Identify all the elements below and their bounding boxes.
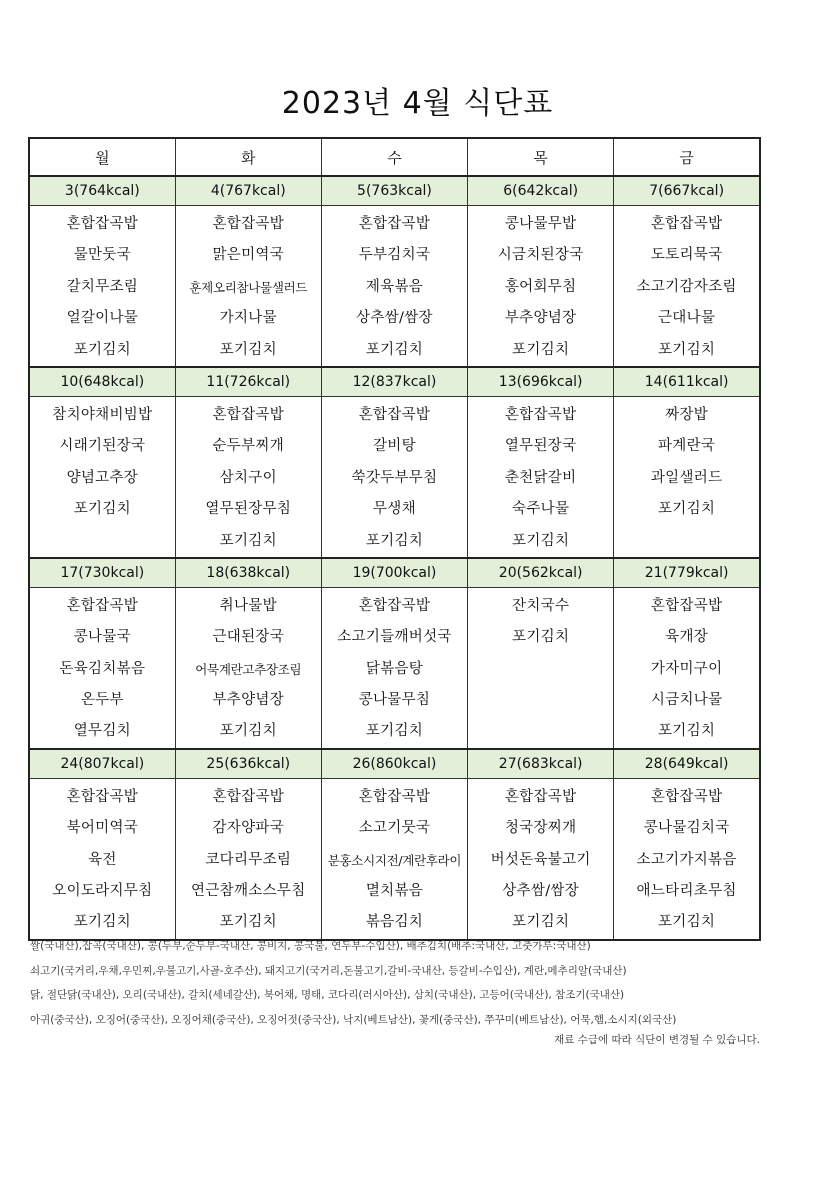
date-kcal-cell: 14(611kcal) [614, 367, 760, 397]
dish-item: 파계란국 [658, 438, 716, 455]
day-menu-cell [468, 396, 614, 557]
menu-row [29, 396, 760, 557]
dish-item: 포기김치 [365, 341, 424, 358]
weekday-header-row [29, 138, 760, 176]
day-menu-cell [29, 778, 175, 939]
dish-item: 볶음김치 [365, 914, 424, 931]
dish-item: 두부김치국 [358, 247, 431, 264]
date-row [29, 176, 760, 206]
date-kcal-cell: 4(767kcal) [175, 176, 321, 206]
dish-item: 연근참깨소스무침 [191, 883, 306, 900]
dish-item: 열무된장무침 [205, 501, 292, 518]
dish-item: 맑은미역국 [212, 247, 285, 264]
dish-item: 청국장찌개 [504, 820, 577, 837]
page-title: 2023년 4월 식단표 [281, 86, 554, 121]
day-menu-cell [614, 206, 760, 367]
dish-item: 도토리묵국 [650, 247, 723, 264]
date-kcal-cell: 3(764kcal) [29, 176, 175, 206]
dish-item: 과일샐러드 [650, 469, 723, 486]
date-kcal-cell: 17(730kcal) [29, 558, 175, 588]
dish-item: 소고기감자조림 [636, 278, 737, 295]
dish-item: 혼합잡곡밥 [504, 788, 577, 805]
dish-item: 오이도라지무침 [52, 883, 153, 900]
day-menu-cell [321, 587, 467, 748]
dish-item: 포기김치 [512, 341, 570, 358]
dish-item: 콩나물무밥 [504, 216, 577, 232]
weekday-header-mon: 월 [29, 138, 175, 176]
day-menu-cell [468, 206, 614, 367]
date-kcal-cell: 21(779kcal) [614, 558, 760, 588]
dish-item: 포기김치 [658, 723, 716, 740]
date-kcal-cell: 7(667kcal) [614, 176, 760, 206]
date-kcal-cell: 19(700kcal) [321, 558, 467, 588]
dish-item: 혼합잡곡밥 [358, 788, 431, 805]
dish-item: 소고기들깨버섯국 [337, 629, 452, 646]
dish-item: 가지나물 [219, 310, 277, 327]
day-menu-cell [29, 587, 175, 748]
menu-change-notice: 재료 수급에 따라 식단이 변경될 수 있습니다. [554, 1034, 760, 1046]
dish-item: 무생채 [373, 501, 416, 518]
dish-item: 시래기된장국 [59, 438, 146, 455]
dish-item: 콩나물무침 [358, 692, 431, 709]
dish-item [30, 526, 175, 557]
dish-item: 콩나물김치국 [643, 820, 730, 837]
dish-item: 혼합잡곡밥 [66, 216, 139, 232]
dish-item: 육전 [88, 851, 117, 868]
dish-item: 홍어회무침 [504, 278, 577, 295]
dish-item: 포기김치 [365, 723, 424, 740]
dish-item: 혼합잡곡밥 [212, 788, 285, 805]
dish-item: 혼합잡곡밥 [358, 597, 431, 614]
dish-item: 참치야채비빔밥 [52, 406, 153, 423]
origin-line: 닭, 절단닭(국내산), 오리(국내산), 갈치(세네갈산), 북어채, 명태, 코다리(러시아산), 삼치(국내산), 고등어(국내산), 참조기(국내산) [30, 989, 625, 1002]
date-kcal-cell: 25(636kcal) [175, 749, 321, 779]
dish-item: 부추양념장 [212, 692, 285, 709]
dish-item: 포기김치 [73, 914, 131, 931]
dish-item: 포기김치 [512, 914, 570, 931]
dish-item: 콩나물국 [73, 629, 131, 646]
dish-item: 갈비탕 [373, 438, 416, 455]
menu-table [28, 137, 761, 941]
dish-item [614, 526, 759, 557]
day-menu-cell [321, 206, 467, 367]
dish-item: 포기김치 [658, 501, 716, 518]
dish-item: 혼합잡곡밥 [66, 788, 139, 805]
date-kcal-cell: 28(649kcal) [614, 749, 760, 779]
dish-item: 포기김치 [73, 501, 131, 518]
dish-item: 짜장밥 [665, 406, 709, 423]
dish-item [468, 654, 613, 685]
dish-item: 포기김치 [365, 532, 424, 549]
dish-item: 포기김치 [219, 341, 277, 358]
weekday-header-fri: 금 [614, 138, 760, 176]
dish-item: 북어미역국 [66, 820, 139, 837]
dish-item: 육개장 [665, 629, 709, 646]
date-row [29, 558, 760, 588]
day-menu-cell [614, 587, 760, 748]
dish-item: 혼합잡곡밥 [504, 406, 577, 423]
menu-body [29, 176, 760, 940]
dish-item: 어묵계란고추장조림 [195, 661, 302, 677]
dish-item: 부추양념장 [504, 310, 577, 327]
origin-info [30, 934, 770, 1033]
date-kcal-cell: 18(638kcal) [175, 558, 321, 588]
dish-item: 양념고추장 [66, 469, 139, 486]
origin-line: 아귀(중국산), 오징어(중국산), 오징어채(중국산), 오징어젓(중국산), 낙지(베트남산), 꽃게(중국산), 쭈꾸미(베트남산), 어묵,햄,소시지(외국산) [30, 1014, 677, 1027]
dish-item: 포기김치 [219, 532, 277, 549]
date-row [29, 367, 760, 397]
dish-item: 시금치나물 [650, 692, 723, 709]
dish-item: 혼합잡곡밥 [212, 406, 285, 423]
dish-item: 혼합잡곡밥 [650, 788, 723, 805]
dish-item: 포기김치 [512, 532, 570, 549]
dish-item: 분홍소시지전/계란후라이 [327, 852, 462, 868]
dish-item: 감자양파국 [212, 820, 285, 837]
menu-row [29, 587, 760, 748]
dish-item: 소고기가지볶음 [636, 851, 737, 868]
dish-item: 포기김치 [512, 629, 570, 646]
dish-item: 순두부찌개 [212, 438, 285, 455]
menu-row [29, 206, 760, 367]
dish-item: 시금치된장국 [497, 247, 584, 264]
date-kcal-cell: 11(726kcal) [175, 367, 321, 397]
dish-item: 애느타리초무침 [636, 883, 737, 900]
dish-item: 버섯돈육불고기 [490, 851, 591, 868]
dish-item: 온두부 [80, 692, 124, 709]
origin-line: 쇠고기(국거리,우채,우민찌,우불고기,사골-호주산), 돼지고기(국거리,돈불고기,갈비-국내산, 등갈비-수입산), 계란,메추리알(국내산) [30, 964, 627, 977]
dish-item: 돈육김치볶음 [59, 660, 146, 677]
dish-item [468, 716, 613, 747]
day-menu-cell [29, 396, 175, 557]
day-menu-cell [175, 396, 321, 557]
dish-item: 혼합잡곡밥 [358, 406, 431, 423]
date-kcal-cell: 10(648kcal) [29, 367, 175, 397]
dish-item: 근대나물 [658, 310, 716, 327]
dish-item: 숙주나물 [512, 501, 570, 518]
day-menu-cell [175, 587, 321, 748]
weekday-header-thu: 목 [468, 138, 614, 176]
date-kcal-cell: 13(696kcal) [468, 367, 614, 397]
dish-item: 상추쌈/쌈장 [502, 883, 580, 900]
dish-item: 쑥갓두부무침 [351, 469, 438, 486]
dish-item: 제육볶음 [365, 278, 424, 295]
dish-item: 코다리무조림 [205, 851, 292, 868]
dish-item: 얼갈이나물 [66, 310, 139, 327]
date-kcal-cell: 27(683kcal) [468, 749, 614, 779]
weekday-header-tue: 화 [175, 138, 321, 176]
day-menu-cell [175, 206, 321, 367]
dish-item: 소고기뭇국 [358, 820, 431, 837]
dish-item: 혼합잡곡밥 [358, 216, 431, 232]
dish-item: 삼치구이 [219, 469, 277, 486]
date-kcal-cell: 20(562kcal) [468, 558, 614, 588]
dish-item: 혼합잡곡밥 [650, 597, 723, 614]
dish-item: 포기김치 [658, 341, 716, 358]
dish-item: 혼합잡곡밥 [212, 216, 285, 232]
dish-item: 물만둣국 [73, 247, 131, 264]
dish-item: 혼합잡곡밥 [66, 597, 139, 614]
dish-item: 갈치무조림 [66, 278, 139, 295]
day-menu-cell [175, 778, 321, 939]
day-menu-cell [321, 396, 467, 557]
weekday-header-wed: 수 [321, 138, 467, 176]
dish-item: 잔치국수 [512, 597, 570, 614]
dish-item: 포기김치 [219, 914, 277, 931]
dish-item: 가자미구이 [650, 660, 723, 677]
menu-row [29, 778, 760, 939]
dish-item: 포기김치 [219, 723, 277, 740]
dish-item: 멸치볶음 [365, 883, 424, 900]
dish-item: 열무김치 [73, 723, 131, 740]
date-kcal-cell: 12(837kcal) [321, 367, 467, 397]
dish-item: 열무된장국 [504, 438, 577, 455]
day-menu-cell [321, 778, 467, 939]
day-menu-cell [29, 206, 175, 367]
dish-item: 상추쌈/쌈장 [356, 310, 433, 327]
dish-item: 취나물밥 [219, 597, 277, 614]
date-kcal-cell: 5(763kcal) [321, 176, 467, 206]
dish-item: 포기김치 [73, 341, 131, 358]
dish-item: 춘천닭갈비 [504, 469, 577, 486]
day-menu-cell [468, 778, 614, 939]
dish-item: 근대된장국 [212, 629, 285, 646]
date-kcal-cell: 26(860kcal) [321, 749, 467, 779]
dish-item [468, 685, 613, 716]
origin-line: 쌀(국내산),잡곡(국내산), 콩(두부,순두부-국내산, 콩비지, 콩국물, 연두부-수입산), 배추김치(배추:국내산, 고춧가루:국내산) [30, 940, 591, 952]
day-menu-cell [614, 396, 760, 557]
dish-item: 닭볶음탕 [365, 660, 424, 677]
date-kcal-cell: 24(807kcal) [29, 749, 175, 779]
dish-item: 훈제오리참나물샐러드 [189, 279, 308, 295]
date-kcal-cell: 6(642kcal) [468, 176, 614, 206]
dish-item: 혼합잡곡밥 [650, 216, 723, 232]
date-row [29, 749, 760, 779]
day-menu-cell [468, 587, 614, 748]
day-menu-cell [614, 778, 760, 939]
dish-item: 포기김치 [658, 914, 716, 931]
